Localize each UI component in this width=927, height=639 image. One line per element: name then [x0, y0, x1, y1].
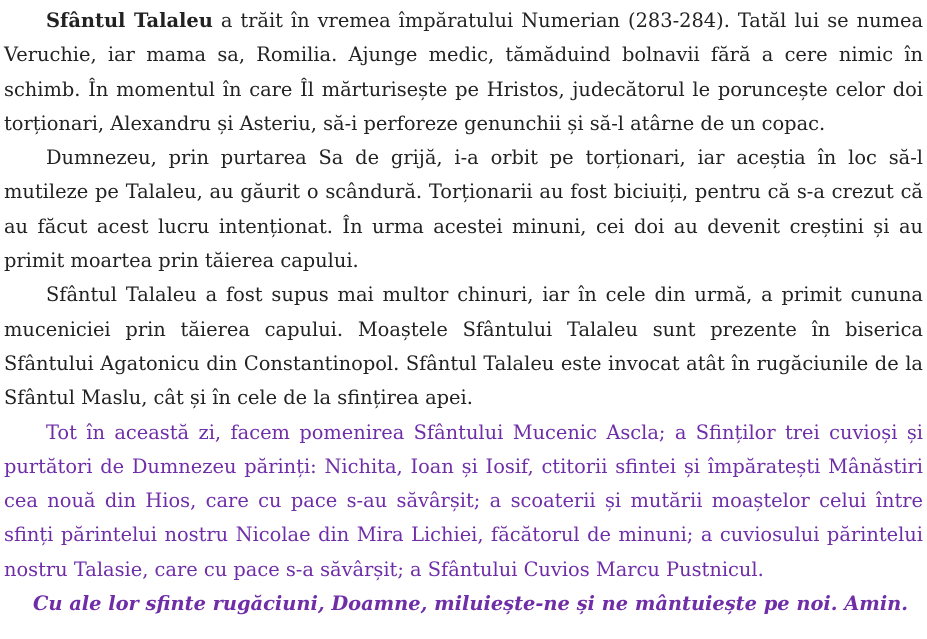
- saint-name-bold: Sfântul Talaleu: [46, 9, 213, 32]
- paragraph-miracle: Dumnezeu, prin purtarea Sa de grijă, i-a orbit pe torționari, iar aceștia în loc să-l mutileze pe Talaleu, au găurit o scândură. Torționarii au fost biciuiți, pentru că s-a crezut că au făcut acest lucru intenționat. În urma acestei minuni, cei doi au devenit creștini și au primit moartea prin tăierea capului.: [4, 146, 923, 273]
- closing-prayer: Cu ale lor sfinte rugăciuni, Doamne, miluiește-ne și ne mântuiește pe noi. Amin.: [32, 592, 909, 616]
- paragraph-biography: [4, 4, 923, 141]
- biography-text: a trăit în vremea împăratului Numerian (283-284). Tatăl lui se numea Veruchie, iar mama sa, Romilia. Ajunge medic, tămăduind bolnavii fără a cere nimic în schimb. În momentul în care Îl mărturisește pe Hristos, judecătorul le poruncește celor doi torționari, Alexandru și Asteriu, să-i perforeze genunchii și să-l atârne de un copac.: [4, 9, 923, 135]
- paragraph-martyrdom: Sfântul Talaleu a fost supus mai multor chinuri, iar în cele din urmă, a primit cununa muceniciei prin tăierea capului. Moaștele Sfântului Talaleu sunt prezente în biserica Sfântului Agatonicu din Constantinopol. Sfântul Talaleu este invocat atât în rugăciunile de la Sfântul Maslu, cât și în cele de la sfințirea apei.: [4, 283, 923, 410]
- article-page: [4, 4, 923, 621]
- paragraph-commemorations: Tot în această zi, facem pomenirea Sfântului Mucenic Ascla; a Sfinților trei cuvioși și purtători de Dumnezeu părinți: Nichita, Ioan și Iosif, ctitorii sfintei și împăratești Mânăstiri cea nouă din Hios, care cu pace s-au săvârșit; a scoaterii și mutării moaștelor celui între sfinți părintelui nostru Nicolae din Mira Lichiei, făcătorul de minuni; a cuviosului părintelui nostru Talasie, care cu pace s-a săvârșit; a Sfântului Cuvios Marcu Pustnicul.: [4, 420, 923, 581]
